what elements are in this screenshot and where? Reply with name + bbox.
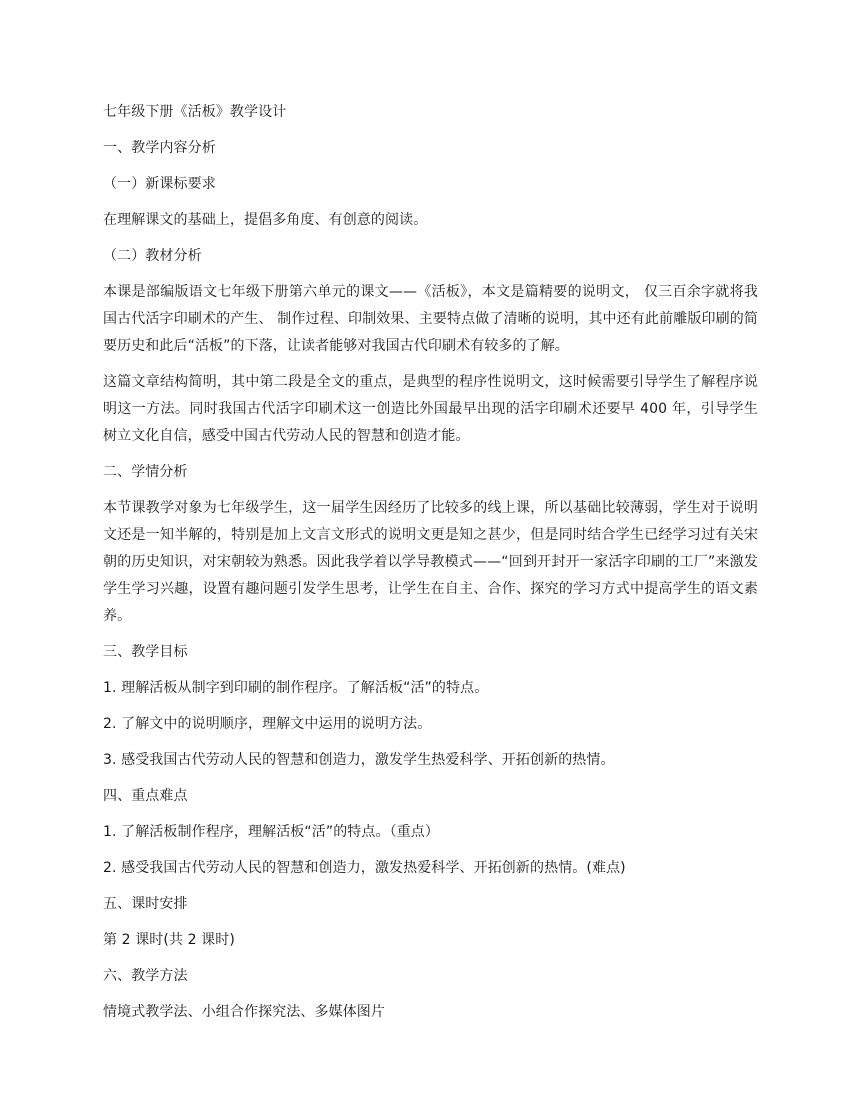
textbook-analysis-paragraph-1: 本课是部编版语文七年级下册第六单元的课文——《活板》，本文是篇精要的说明文， 仅三百余字就将我国古代活字印刷术的产生、 制作过程、印制效果、主要特点做了清晰的说明，其中还有此前雕版印刷的简要历史和此后“活板”的下落，让读者能够对我国古代印刷术有较多的了解。 — [103, 284, 758, 354]
objective-item: 3. 感受我国古代劳动人民的智慧和创造力，激发学生热爱科学、开拓创新的热情。 — [103, 752, 615, 768]
student-analysis-paragraph: 本节课教学对象为七年级学生，这一届学生因经历了比较多的线上课，所以基础比较薄弱，学生对于说明文还是一知半解的，特别是加上文言文形式的说明文更是知之甚少，但是同时结合学生已经学习过有关宋朝的历史知识，对宋朝较为熟悉。因此我学着以学导教模式——“回到开封开一家活字印刷的工厂”来激发学生学习兴趣，设置有趣问题引发学生思考，让学生在自主、合作、探究的学习方式中提高学生的语文素养。 — [103, 500, 758, 624]
key-point-item: 2. 感受我国古代劳动人民的智慧和创造力，激发热爱科学、开拓创新的热情。(难点) — [103, 860, 626, 876]
section-heading-key-points: 四、重点难点 — [103, 788, 188, 804]
objective-item: 1. 理解活板从制字到印刷的制作程序。了解活板“活”的特点。 — [103, 680, 489, 696]
key-point-item: 1. 了解活板制作程序，理解活板“活”的特点。（重点） — [103, 824, 440, 840]
subsection-heading-textbook: （二）教材分析 — [103, 248, 202, 264]
textbook-analysis-paragraph-2: 这篇文章结构简明，其中第二段是全文的重点，是典型的程序性说明文，这时候需要引导学生了解程序说明这一方法。同时我国古代活字印刷术这一创造比外国最早出现的活字印刷术还要早 400 年，引导学生树立文化自信，感受中国古代劳动人民的智慧和创造才能。 — [103, 374, 758, 444]
document-page — [103, 99, 758, 1035]
curriculum-text: 在理解课文的基础上，提倡多角度、有创意的阅读。 — [103, 212, 428, 228]
section-heading-student-analysis: 二、学情分析 — [103, 464, 188, 480]
objective-item: 2. 了解文中的说明顺序，理解文中运用的说明方法。 — [103, 716, 432, 732]
document-title: 七年级下册《活板》教学设计 — [103, 104, 287, 120]
schedule-text: 第 2 课时(共 2 课时) — [103, 932, 235, 948]
section-heading-methods: 六、教学方法 — [103, 968, 188, 984]
subsection-heading-curriculum: （一）新课标要求 — [103, 176, 216, 192]
section-heading-content-analysis: 一、教学内容分析 — [103, 140, 216, 156]
methods-text: 情境式教学法、小组合作探究法、多媒体图片 — [103, 1004, 385, 1020]
section-heading-objectives: 三、教学目标 — [103, 644, 188, 660]
section-heading-schedule: 五、课时安排 — [103, 896, 188, 912]
